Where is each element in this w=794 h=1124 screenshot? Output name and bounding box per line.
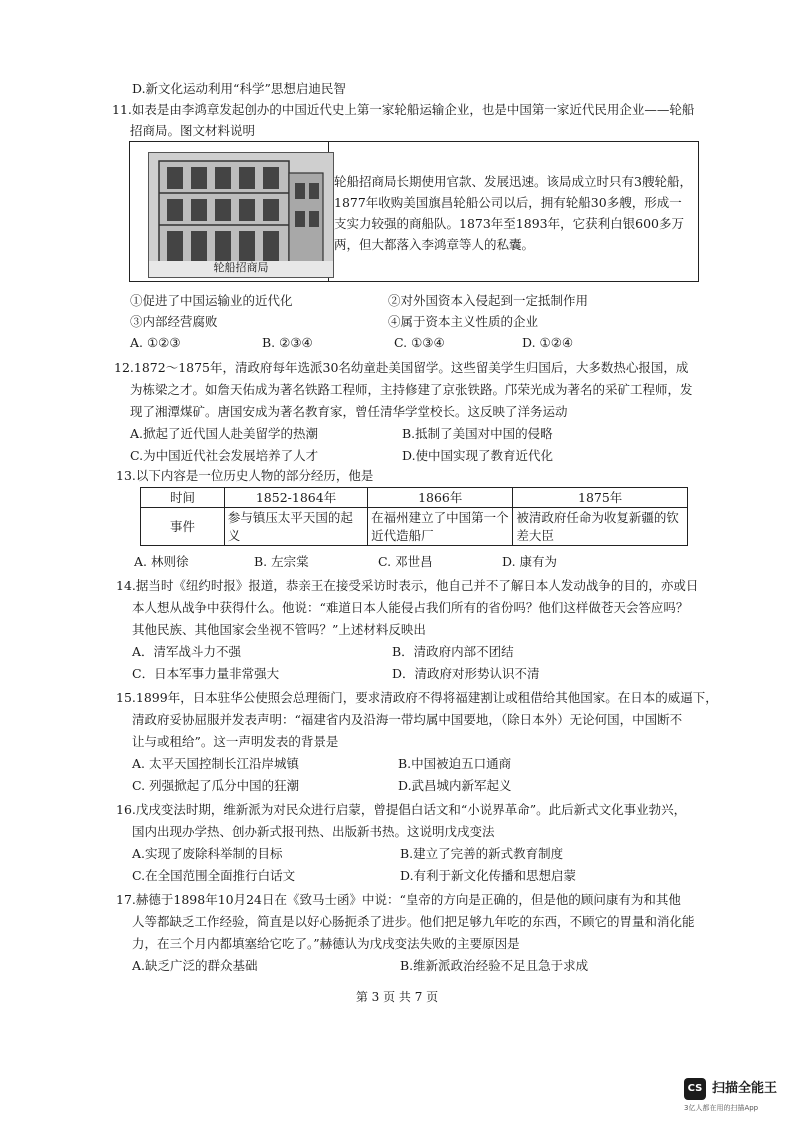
q13-cell-1852: 参与镇压太平天国的起义 bbox=[224, 508, 367, 546]
q13-option-a: A. 林则徐 bbox=[134, 554, 189, 569]
q11-option-a: A. ①②③ bbox=[130, 335, 181, 350]
q16-option-d: D.有利于新文化传播和思想启蒙 bbox=[400, 868, 577, 883]
q11-material-line1: 轮船招商局长期使用官款、发展迅速。该局成立时只有3艘轮船， bbox=[334, 174, 692, 189]
q11-material-line4: 两，但大都落入李鸿章等人的私囊。 bbox=[334, 237, 535, 252]
q14-option-b: B．清政府内部不团结 bbox=[392, 644, 514, 659]
q15-option-d: D.武昌城内新军起义 bbox=[398, 778, 512, 793]
q13-header-1852: 1852-1864年 bbox=[224, 488, 367, 508]
q13-header-time: 时间 bbox=[141, 488, 225, 508]
q16-option-c: C.在全国范围全面推行白话文 bbox=[132, 868, 296, 883]
q12-option-a: A.掀起了近代国人赴美留学的热潮 bbox=[130, 426, 319, 441]
q14-stem-line2: 本人想从战争中获得什么。他说：“难道日本人能侵占我们所有的省份吗？他们这样做苍天会答应吗？ bbox=[132, 600, 689, 615]
camscanner-tagline: 3亿人都在用的扫描App bbox=[684, 1104, 759, 1112]
q16-stem-line1: 16.戊戌变法时期，维新派为对民众进行启蒙，曾提倡白话文和“小说界革命”。此后新式文化事业勃兴， bbox=[116, 802, 687, 817]
q16-option-a: A.实现了废除科举制的目标 bbox=[132, 846, 283, 861]
q14-option-a: A．清军战斗力不强 bbox=[132, 644, 242, 659]
building-illustration bbox=[149, 153, 333, 277]
q16-option-b: B.建立了完善的新式教育制度 bbox=[400, 846, 564, 861]
camscanner-app-name: 扫描全能王 bbox=[712, 1081, 778, 1096]
q11-item-2: ②对外国资本入侵起到一定抵制作用 bbox=[388, 293, 589, 308]
q11-stem-line1: 11.如表是由李鸿章发起创办的中国近代史上第一家轮船运输企业，也是中国第一家近代民用企业——轮船 bbox=[112, 102, 695, 117]
q11-material-line3: 支实力较强的商船队。1873年至1893年，它获利白银600多万 bbox=[334, 216, 684, 231]
q12-stem-line2: 为栋梁之才。如詹天佑成为著名铁路工程师，主持修建了京张铁路。邝荣光成为著名的采矿工程师，发 bbox=[130, 382, 693, 397]
q11-option-d: D. ①②④ bbox=[522, 335, 574, 350]
camscanner-logo-icon: CS bbox=[684, 1078, 706, 1100]
q13-cell-1866 bbox=[368, 508, 513, 546]
q13-cell-1875-line2: 差大臣 bbox=[516, 527, 554, 543]
q13-option-b: B. 左宗棠 bbox=[254, 554, 309, 569]
q15-option-a: A. 太平天国控制长江沿岸城镇 bbox=[132, 756, 299, 771]
q10-option-d: D.新文化运动利用“科学”思想启迪民智 bbox=[132, 81, 346, 96]
q13-row-event-label: 事件 bbox=[141, 508, 225, 546]
q15-stem-line1: 15.1899年，日本驻华公使照会总理衙门，要求清政府不得将福建割让或租借给其他国家。在日本的威逼下， bbox=[116, 690, 718, 705]
q17-stem-line1: 17.赫德于1898年10月24日在《致马士函》中说：“皇帝的方向是正确的，但是他的顾问康有为和其他 bbox=[116, 892, 681, 907]
q13-option-c: C. 邓世昌 bbox=[378, 554, 433, 569]
q13-cell-1866-line2: 近代造船厂 bbox=[371, 527, 434, 543]
q13-stem: 13.以下内容是一位历史人物的部分经历，他是 bbox=[116, 468, 374, 483]
q11-option-c: C. ①③④ bbox=[394, 335, 445, 350]
q14-option-d: D．清政府对形势认识不清 bbox=[392, 666, 540, 681]
q17-option-a: A.缺乏广泛的群众基础 bbox=[132, 958, 258, 973]
q12-option-c: C.为中国近代社会发展培养了人才 bbox=[130, 448, 319, 463]
q14-stem-line3: 其他民族、其他国家会坐视不管吗？”上述材料反映出 bbox=[132, 622, 426, 637]
q11-stem-line2: 招商局。图文材料说明 bbox=[130, 123, 256, 138]
page-number-footer: 第 3 页 共 7 页 bbox=[355, 990, 439, 1004]
q15-option-c: C. 列强掀起了瓜分中国的狂潮 bbox=[132, 778, 300, 793]
q11-option-b: B. ②③④ bbox=[262, 335, 313, 350]
q11-material-line2: 1877年收购美国旗昌轮船公司以后，拥有轮船30多艘，形成一 bbox=[334, 195, 682, 210]
q13-table bbox=[140, 487, 688, 546]
q13-header-1875: 1875年 bbox=[513, 488, 688, 508]
q13-cell-1875-line1: 被清政府任命为收复新疆的钦 bbox=[516, 509, 679, 525]
q13-cell-1875 bbox=[513, 508, 688, 546]
q11-photo-caption: 轮船招商局 bbox=[213, 261, 269, 274]
q17-option-b: B.维新派政治经验不足且急于求成 bbox=[400, 958, 589, 973]
q12-stem-line3: 现了湘潭煤矿。唐国安成为著名教育家，曾任清华学堂校长。这反映了洋务运动 bbox=[130, 404, 568, 419]
q11-item-4: ④属于资本主义性质的企业 bbox=[388, 314, 539, 329]
q14-stem-line1: 14.据当时《纽约时报》报道，恭亲王在接受采访时表示，他自己并不了解日本人发动战争的目的，亦或日 bbox=[116, 578, 699, 593]
q11-item-3: ③内部经营腐败 bbox=[130, 314, 218, 329]
q11-building-photo bbox=[148, 152, 334, 278]
q12-stem-line1: 12.1872～1875年，清政府每年选派30名幼童赴美国留学。这些留美学生归国后，大多数热心报国，成 bbox=[114, 360, 689, 375]
q14-option-c: C．日本军事力量非常强大 bbox=[132, 666, 280, 681]
q13-header-1866: 1866年 bbox=[368, 488, 513, 508]
q12-option-d: D.使中国实现了教育近代化 bbox=[402, 448, 554, 463]
q12-option-b: B.抵制了美国对中国的侵略 bbox=[402, 426, 553, 441]
q15-stem-line3: 让与或租给”。这一声明发表的背景是 bbox=[132, 734, 339, 749]
q11-item-1: ①促进了中国运输业的近代化 bbox=[130, 293, 293, 308]
q15-stem-line2: 清政府妥协屈服并发表声明：“福建省内及沿海一带均属中国要地，（除日本外）无论何国，中国断不 bbox=[132, 712, 683, 727]
q17-stem-line3: 力，在三个月内都填塞给它吃了。”赫德认为戊戌变法失败的主要原因是 bbox=[132, 936, 520, 951]
q13-option-d: D. 康有为 bbox=[502, 554, 558, 569]
q15-option-b: B.中国被迫五口通商 bbox=[398, 756, 512, 771]
q16-stem-line2: 国内出现办学热、创办新式报刊热、出版新书热。这说明戊戌变法 bbox=[132, 824, 495, 839]
q13-cell-1866-line1: 在福州建立了中国第一个 bbox=[371, 509, 509, 525]
q17-stem-line2: 人等都缺乏工作经验，简直是以好心肠扼杀了进步。他们把足够九年吃的东西，不顾它的胃量和消化能 bbox=[132, 914, 695, 929]
